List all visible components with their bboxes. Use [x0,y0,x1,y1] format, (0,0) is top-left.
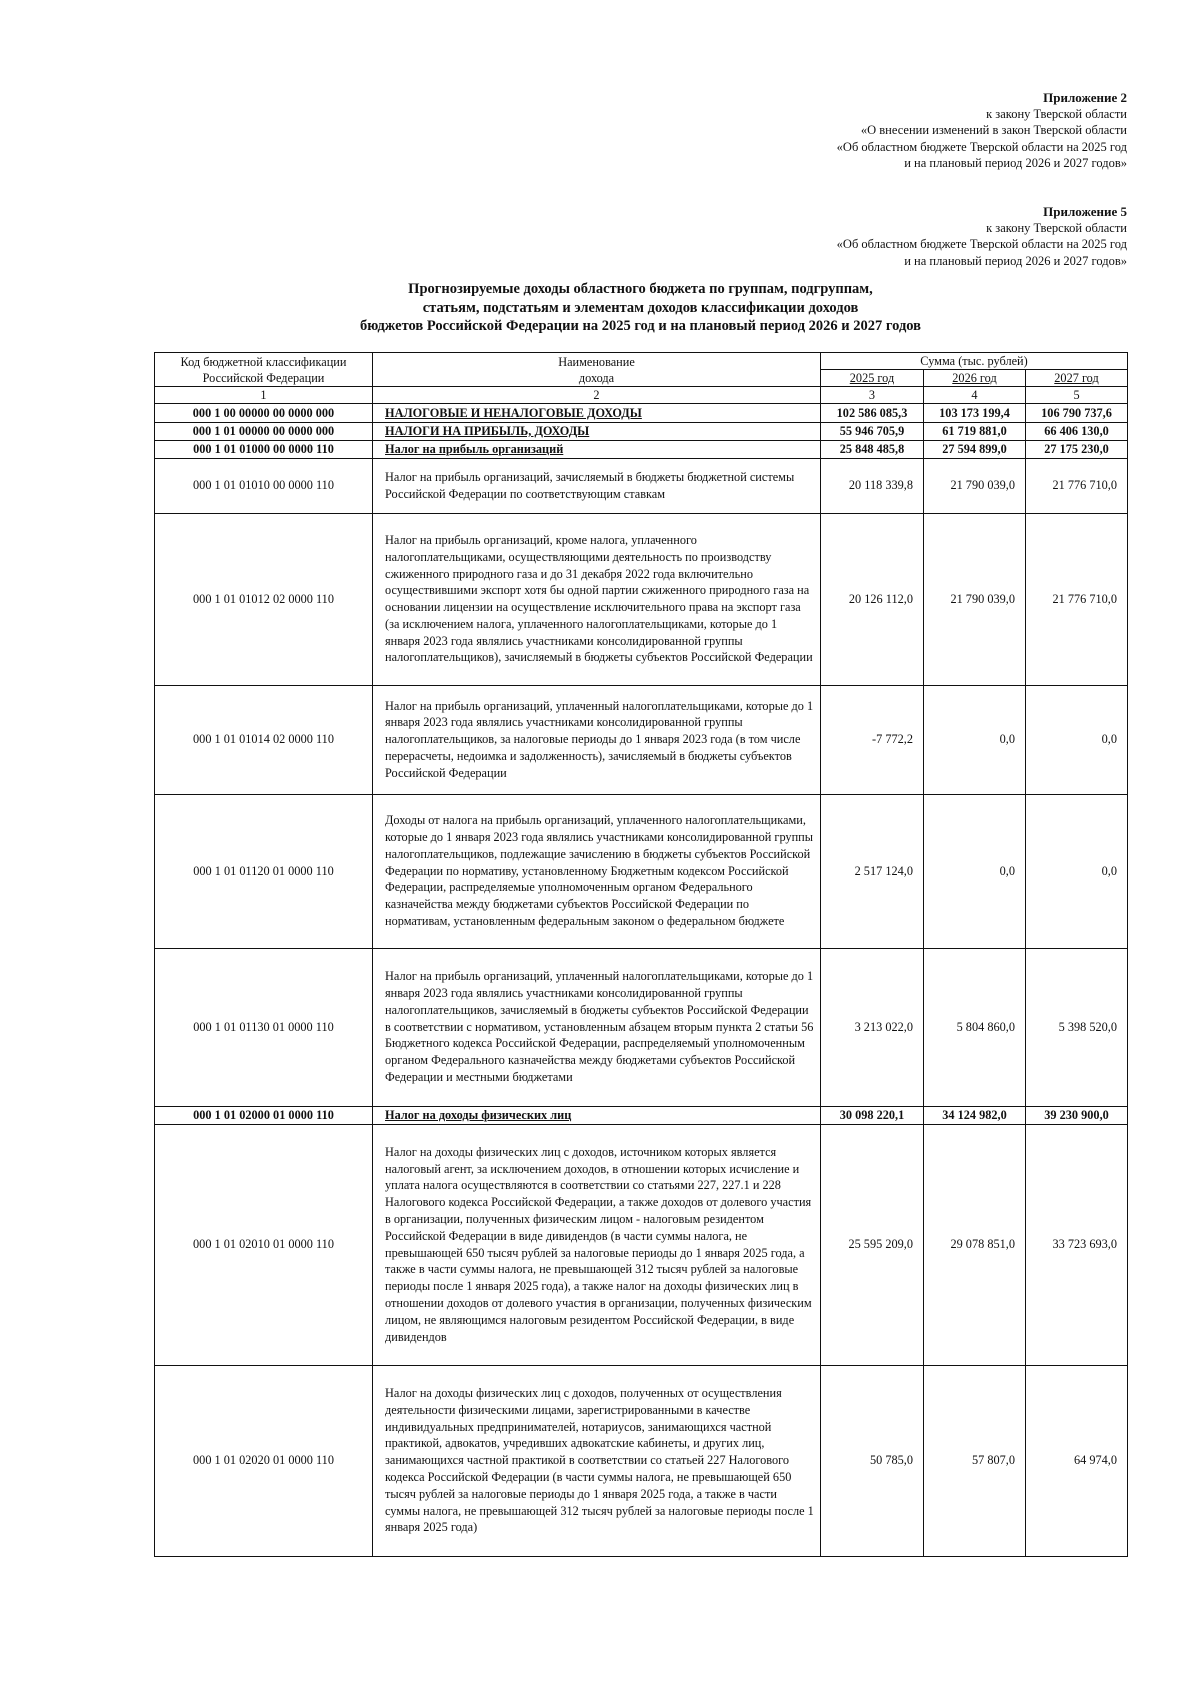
code-cell: 000 1 01 02020 01 0000 110 [155,1365,373,1556]
header-sum: Сумма (тыс. рублей) [821,353,1128,370]
value-2027: 0,0 [1026,794,1128,948]
value-2027: 106 790 737,6 [1026,404,1128,423]
value-2027: 5 398 520,0 [1026,948,1128,1106]
appendix-5-line: «Об областном бюджете Тверской области на 2025 год [836,237,1127,252]
value-2025: 20 118 339,8 [821,458,924,513]
name-cell: Налог на прибыль организаций [373,440,821,458]
column-number: 2 [373,387,821,404]
header-name-line: Наименование [558,354,635,369]
title-line: статьям, подстатьям и элементам доходов классификации доходов [422,299,859,316]
appendix-2-line: «О внесении изменений в закон Тверской области [860,123,1127,138]
appendix-5-line: и на плановый период 2026 и 2027 годов» [904,253,1127,268]
name-cell: Налог на прибыль организаций, уплаченный налогоплательщиками, которые до 1 января 2023 года являлись участниками консолидированной группы налогоплательщиков, зачисляемый в бюджеты субъектов Российской Федерации в соответствии с нормативом, установленным абзацем вторым пункта 2 статьи 56 Бюджетного кодекса Российской Федерации, распределяемый уполномоченным органом Федерального казначейства между бюджетами субъектов Российской Федерации и местными бюджетами [373,948,821,1106]
value-2027: 64 974,0 [1026,1365,1128,1556]
column-number: 3 [821,387,924,404]
value-2027: 0,0 [1026,685,1128,794]
code-cell: 000 1 00 00000 00 0000 000 [155,404,373,423]
table-row [155,440,1128,458]
table-row [155,948,1128,1106]
name-cell: Налог на прибыль организаций, кроме налога, уплаченного налогоплательщиками, осуществляющими деятельность по производству сжиженного природного газа и до 31 декабря 2022 года включительно осуществившими экспорт хотя бы одной партии сжиженного природного газа на основании лицензии на осуществление исключительного права на экспорт газа (за исключением налога, уплаченного налогоплательщиками, которые до 1 января 2023 года являлись участниками консолидированной группы налогоплательщиков), зачисляемый в бюджеты субъектов Российской Федерации [373,513,821,685]
value-2025: 2 517 124,0 [821,794,924,948]
value-2025: 25 848 485,8 [821,440,924,458]
value-2025: -7 772,2 [821,685,924,794]
table-row [155,423,1128,441]
table-row [155,794,1128,948]
value-2027: 66 406 130,0 [1026,423,1128,441]
column-number: 5 [1026,387,1128,404]
value-2026: 21 790 039,0 [924,513,1026,685]
value-2027: 27 175 230,0 [1026,440,1128,458]
value-2026: 29 078 851,0 [924,1124,1026,1365]
code-cell: 000 1 01 01010 00 0000 110 [155,458,373,513]
header-2025: 2025 год [821,370,924,387]
table-row [155,404,1128,423]
table-row [155,458,1128,513]
code-cell: 000 1 01 01000 00 0000 110 [155,440,373,458]
table-row [155,1124,1128,1365]
title-line: Прогнозируемые доходы областного бюджета по группам, подгруппам, [408,281,873,297]
table-row [155,685,1128,794]
value-2025: 20 126 112,0 [821,513,924,685]
code-cell: 000 1 01 01130 01 0000 110 [155,948,373,1106]
column-number: 4 [924,387,1026,404]
table-row [155,1365,1128,1556]
appendix-5-line: к закону Тверской области [986,221,1127,236]
value-2025: 50 785,0 [821,1365,924,1556]
value-2026: 5 804 860,0 [924,948,1026,1106]
appendix-5-header [837,204,1127,269]
appendix-5-title: Приложение 5 [1043,204,1127,219]
name-cell: Налог на доходы физических лиц с доходов, полученных от осуществления деятельности физическими лицами, зарегистрированными в качестве индивидуальных предпринимателей, нотариусов, занимающихся частной практикой, адвокатов, учредивших адвокатские кабинеты, и других лиц, занимающихся частной практикой в соответствии со статьей 227 Налогового кодекса Российской Федерации (в части суммы налога, не превышающей 650 тысяч рублей за налоговые периоды до 1 января 2025 года, а также в части суммы налога, не превышающей 312 тысяч рублей за налоговые периоды после 1 января 2025 года) [373,1365,821,1556]
value-2026: 61 719 881,0 [924,423,1026,441]
value-2025: 30 098 220,1 [821,1106,924,1124]
name-cell: НАЛОГОВЫЕ И НЕНАЛОГОВЫЕ ДОХОДЫ [373,404,821,423]
header-2026: 2026 год [924,370,1026,387]
value-2026: 21 790 039,0 [924,458,1026,513]
code-cell: 000 1 01 01120 01 0000 110 [155,794,373,948]
name-cell: Налог на прибыль организаций, зачисляемый в бюджеты бюджетной системы Российской Федерации по соответствующим ставкам [373,458,821,513]
appendix-2-line: «Об областном бюджете Тверской области на 2025 год [836,139,1127,154]
appendix-2-title: Приложение 2 [1043,90,1127,105]
value-2026: 103 173 199,4 [924,404,1026,423]
header-name [373,353,821,387]
table-row [155,1106,1128,1124]
value-2026: 57 807,0 [924,1365,1026,1556]
title-line: бюджетов Российской Федерации на 2025 год и на плановый период 2026 и 2027 годов [359,318,922,334]
value-2025: 3 213 022,0 [821,948,924,1106]
value-2025: 25 595 209,0 [821,1124,924,1365]
code-cell: 000 1 01 01014 02 0000 110 [155,685,373,794]
value-2027: 33 723 693,0 [1026,1124,1128,1365]
value-2027: 21 776 710,0 [1026,458,1128,513]
appendix-2-header [837,90,1127,171]
column-number: 1 [155,387,373,404]
revenue-table [154,352,1128,1557]
value-2026: 34 124 982,0 [924,1106,1026,1124]
document-title [154,280,1127,336]
column-numbers-row [155,387,1128,404]
value-2026: 27 594 899,0 [924,440,1026,458]
value-2026: 0,0 [924,685,1026,794]
appendix-2-line: и на плановый период 2026 и 2027 годов» [904,155,1127,170]
value-2027: 21 776 710,0 [1026,513,1128,685]
value-2027: 39 230 900,0 [1026,1106,1128,1124]
appendix-2-line: к закону Тверской области [986,107,1127,122]
name-cell: Налог на доходы физических лиц с доходов, источником которых является налоговый агент, за исключением доходов, в отношении которых исчисление и уплата налога осуществляются в соответствии со статьями 227, 227.1 и 228 Налогового кодекса Российской Федерации, а также доходов от долевого участия в организации, полученных физическим лицом - налоговым резидентом Российской Федерации в виде дивидендов (в части суммы налога, не превышающей 650 тысяч рублей за налоговые периоды до 1 января 2025 года, а также в части суммы налога, не превышающей 312 тысяч рублей за налоговые периоды после 1 января 2025 года), а также налог на доходы физических лиц в отношении доходов от долевого участия в организации, полученных физическим лицом, не являющимся налоговым резидентом Российской Федерации, в виде дивидендов [373,1124,821,1365]
name-cell: Доходы от налога на прибыль организаций, уплаченного налогоплательщиками, которые до 1 января 2023 года являлись участниками консолидированной группы налогоплательщиков, подлежащие зачислению в бюджеты субъектов Российской Федерации по нормативу, установленному Бюджетным кодексом Российской Федерации, распределяемые уполномоченным органом Федерального казначейства между бюджетами субъектов Российской Федерации по нормативам, установленным федеральным законом о федеральном бюджете [373,794,821,948]
name-cell: Налог на доходы физических лиц [373,1106,821,1124]
value-2026: 0,0 [924,794,1026,948]
code-cell: 000 1 01 01012 02 0000 110 [155,513,373,685]
name-cell: НАЛОГИ НА ПРИБЫЛЬ, ДОХОДЫ [373,423,821,441]
value-2025: 102 586 085,3 [821,404,924,423]
header-name-line: дохода [578,370,615,385]
header-code: Код бюджетной классификации Российской Федерации [155,353,373,387]
name-cell: Налог на прибыль организаций, уплаченный налогоплательщиками, которые до 1 января 2023 года являлись участниками консолидированной группы налогоплательщиков, за налоговые периоды до 1 января 2023 года (в том числе перерасчеты, недоимка и задолженность), зачисляемый в бюджеты субъектов Российской Федерации [373,685,821,794]
value-2025: 55 946 705,9 [821,423,924,441]
table-row [155,513,1128,685]
header-row [155,353,1128,370]
header-2027: 2027 год [1026,370,1128,387]
code-cell: 000 1 01 00000 00 0000 000 [155,423,373,441]
code-cell: 000 1 01 02010 01 0000 110 [155,1124,373,1365]
code-cell: 000 1 01 02000 01 0000 110 [155,1106,373,1124]
